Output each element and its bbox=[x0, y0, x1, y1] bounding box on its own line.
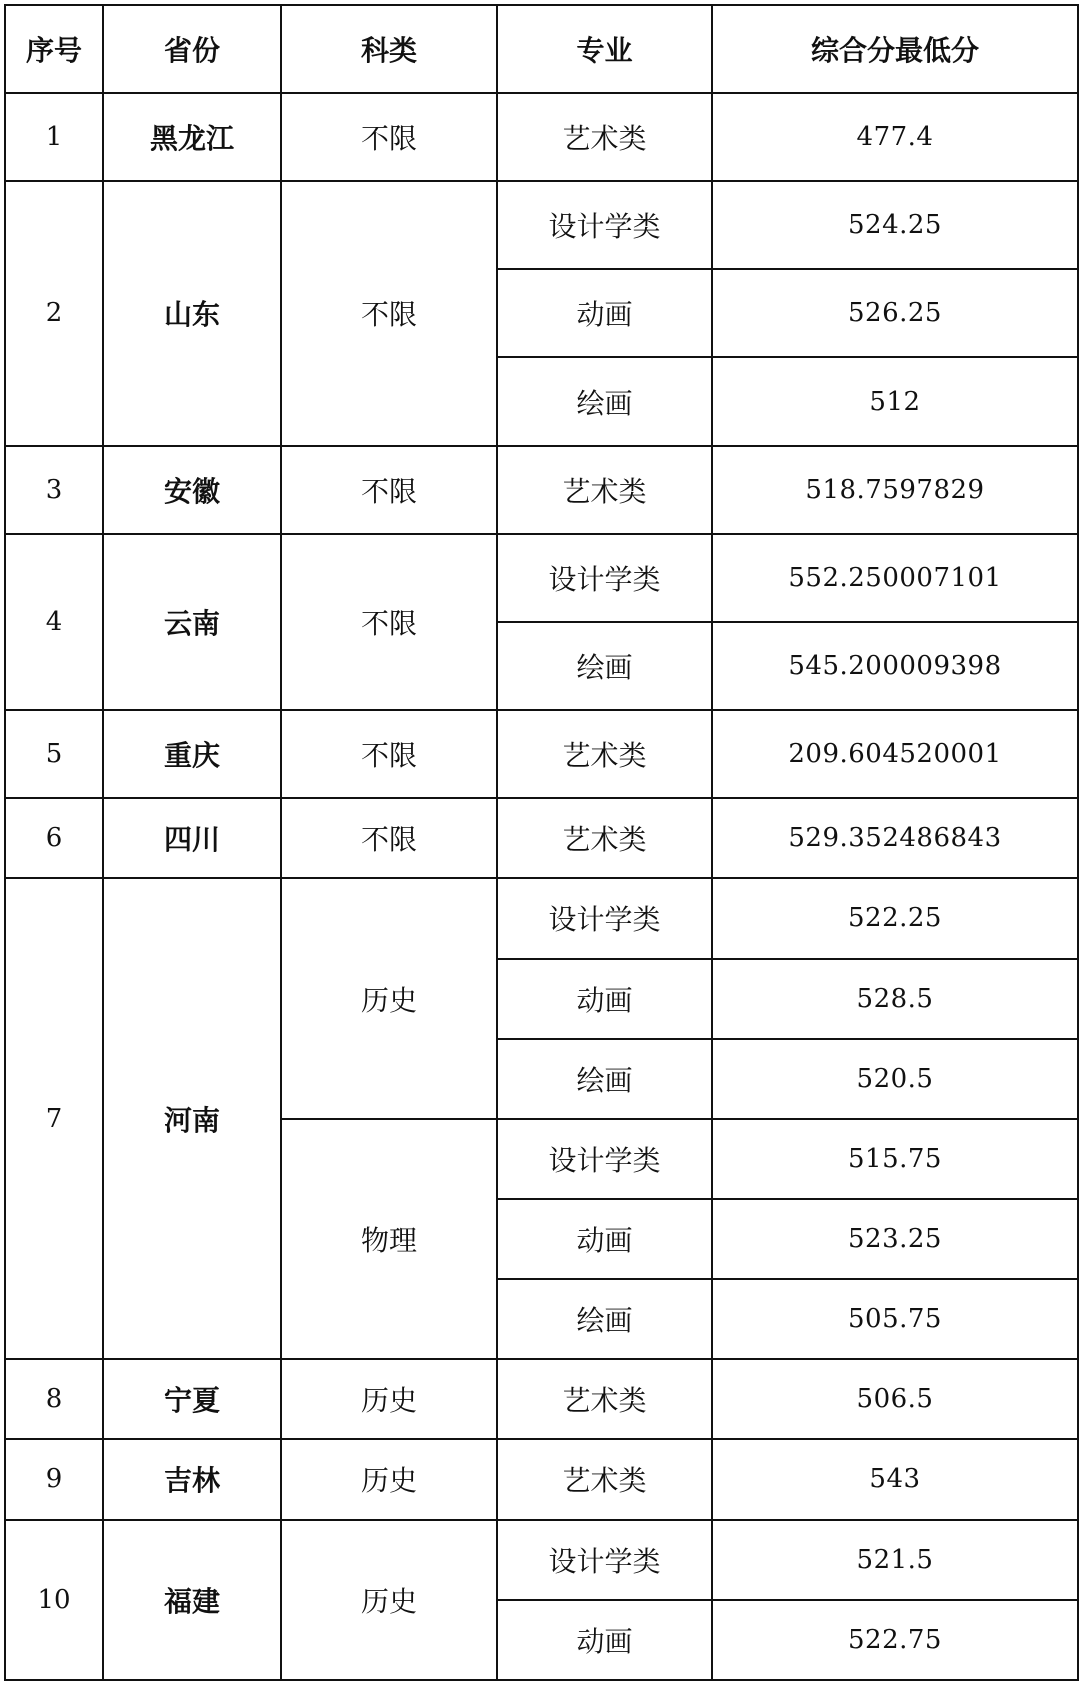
cell-category: 不限 bbox=[281, 446, 497, 534]
cell-min-score: 515.75 bbox=[712, 1119, 1078, 1199]
cell-major: 设计学类 bbox=[497, 878, 712, 958]
admission-score-table bbox=[4, 4, 1079, 1681]
table-row bbox=[5, 1520, 1078, 1600]
header-category: 科类 bbox=[281, 5, 497, 93]
cell-category: 历史 bbox=[281, 1520, 497, 1680]
cell-province: 福建 bbox=[103, 1520, 281, 1680]
table-row bbox=[5, 710, 1078, 798]
cell-major: 动画 bbox=[497, 1199, 712, 1279]
cell-min-score: 518.7597829 bbox=[712, 446, 1078, 534]
cell-province: 山东 bbox=[103, 181, 281, 445]
cell-major: 绘画 bbox=[497, 622, 712, 710]
cell-min-score: 477.4 bbox=[712, 93, 1078, 181]
cell-major: 绘画 bbox=[497, 1039, 712, 1119]
cell-seq: 6 bbox=[5, 798, 103, 878]
cell-category: 不限 bbox=[281, 93, 497, 181]
cell-seq: 8 bbox=[5, 1359, 103, 1439]
header-major: 专业 bbox=[497, 5, 712, 93]
cell-major: 艺术类 bbox=[497, 93, 712, 181]
cell-province: 宁夏 bbox=[103, 1359, 281, 1439]
cell-min-score: 529.352486843 bbox=[712, 798, 1078, 878]
cell-min-score: 523.25 bbox=[712, 1199, 1078, 1279]
cell-major: 设计学类 bbox=[497, 181, 712, 269]
cell-major: 设计学类 bbox=[497, 1119, 712, 1199]
cell-major: 艺术类 bbox=[497, 1359, 712, 1439]
cell-major: 动画 bbox=[497, 959, 712, 1039]
cell-min-score: 524.25 bbox=[712, 181, 1078, 269]
table-row bbox=[5, 446, 1078, 534]
header-province: 省份 bbox=[103, 5, 281, 93]
cell-major: 绘画 bbox=[497, 1279, 712, 1359]
cell-major: 动画 bbox=[497, 1600, 712, 1680]
cell-min-score: 521.5 bbox=[712, 1520, 1078, 1600]
table-row bbox=[5, 798, 1078, 878]
cell-seq: 4 bbox=[5, 534, 103, 710]
cell-major: 绘画 bbox=[497, 357, 712, 445]
cell-seq: 10 bbox=[5, 1520, 103, 1680]
table-row bbox=[5, 1439, 1078, 1519]
cell-province: 黑龙江 bbox=[103, 93, 281, 181]
cell-province: 吉林 bbox=[103, 1439, 281, 1519]
cell-min-score: 522.25 bbox=[712, 878, 1078, 958]
cell-major: 艺术类 bbox=[497, 710, 712, 798]
cell-min-score: 526.25 bbox=[712, 269, 1078, 357]
cell-seq: 2 bbox=[5, 181, 103, 445]
cell-category: 历史 bbox=[281, 1439, 497, 1519]
cell-major: 艺术类 bbox=[497, 798, 712, 878]
cell-province: 河南 bbox=[103, 878, 281, 1359]
table-row bbox=[5, 534, 1078, 622]
cell-major: 设计学类 bbox=[497, 534, 712, 622]
cell-min-score: 209.604520001 bbox=[712, 710, 1078, 798]
cell-category: 不限 bbox=[281, 710, 497, 798]
cell-min-score: 552.250007101 bbox=[712, 534, 1078, 622]
cell-province: 重庆 bbox=[103, 710, 281, 798]
cell-seq: 7 bbox=[5, 878, 103, 1359]
table-row bbox=[5, 1359, 1078, 1439]
cell-min-score: 512 bbox=[712, 357, 1078, 445]
header-min-score: 综合分最低分 bbox=[712, 5, 1078, 93]
cell-category: 不限 bbox=[281, 534, 497, 710]
cell-min-score: 505.75 bbox=[712, 1279, 1078, 1359]
table-row bbox=[5, 181, 1078, 269]
cell-min-score: 545.200009398 bbox=[712, 622, 1078, 710]
cell-min-score: 520.5 bbox=[712, 1039, 1078, 1119]
table-row bbox=[5, 878, 1078, 958]
cell-major: 设计学类 bbox=[497, 1520, 712, 1600]
cell-category: 不限 bbox=[281, 798, 497, 878]
cell-seq: 1 bbox=[5, 93, 103, 181]
cell-major: 艺术类 bbox=[497, 446, 712, 534]
cell-category: 历史 bbox=[281, 1359, 497, 1439]
cell-province: 云南 bbox=[103, 534, 281, 710]
cell-seq: 9 bbox=[5, 1439, 103, 1519]
cell-major: 动画 bbox=[497, 269, 712, 357]
table-header-row bbox=[5, 5, 1078, 93]
cell-min-score: 506.5 bbox=[712, 1359, 1078, 1439]
cell-min-score: 543 bbox=[712, 1439, 1078, 1519]
table-body bbox=[5, 93, 1078, 1680]
table-row bbox=[5, 93, 1078, 181]
header-seq: 序号 bbox=[5, 5, 103, 93]
cell-major: 艺术类 bbox=[497, 1439, 712, 1519]
cell-province: 安徽 bbox=[103, 446, 281, 534]
cell-seq: 3 bbox=[5, 446, 103, 534]
cell-province: 四川 bbox=[103, 798, 281, 878]
cell-category: 不限 bbox=[281, 181, 497, 445]
cell-category: 历史 bbox=[281, 878, 497, 1118]
cell-seq: 5 bbox=[5, 710, 103, 798]
cell-category: 物理 bbox=[281, 1119, 497, 1359]
cell-min-score: 522.75 bbox=[712, 1600, 1078, 1680]
cell-min-score: 528.5 bbox=[712, 959, 1078, 1039]
